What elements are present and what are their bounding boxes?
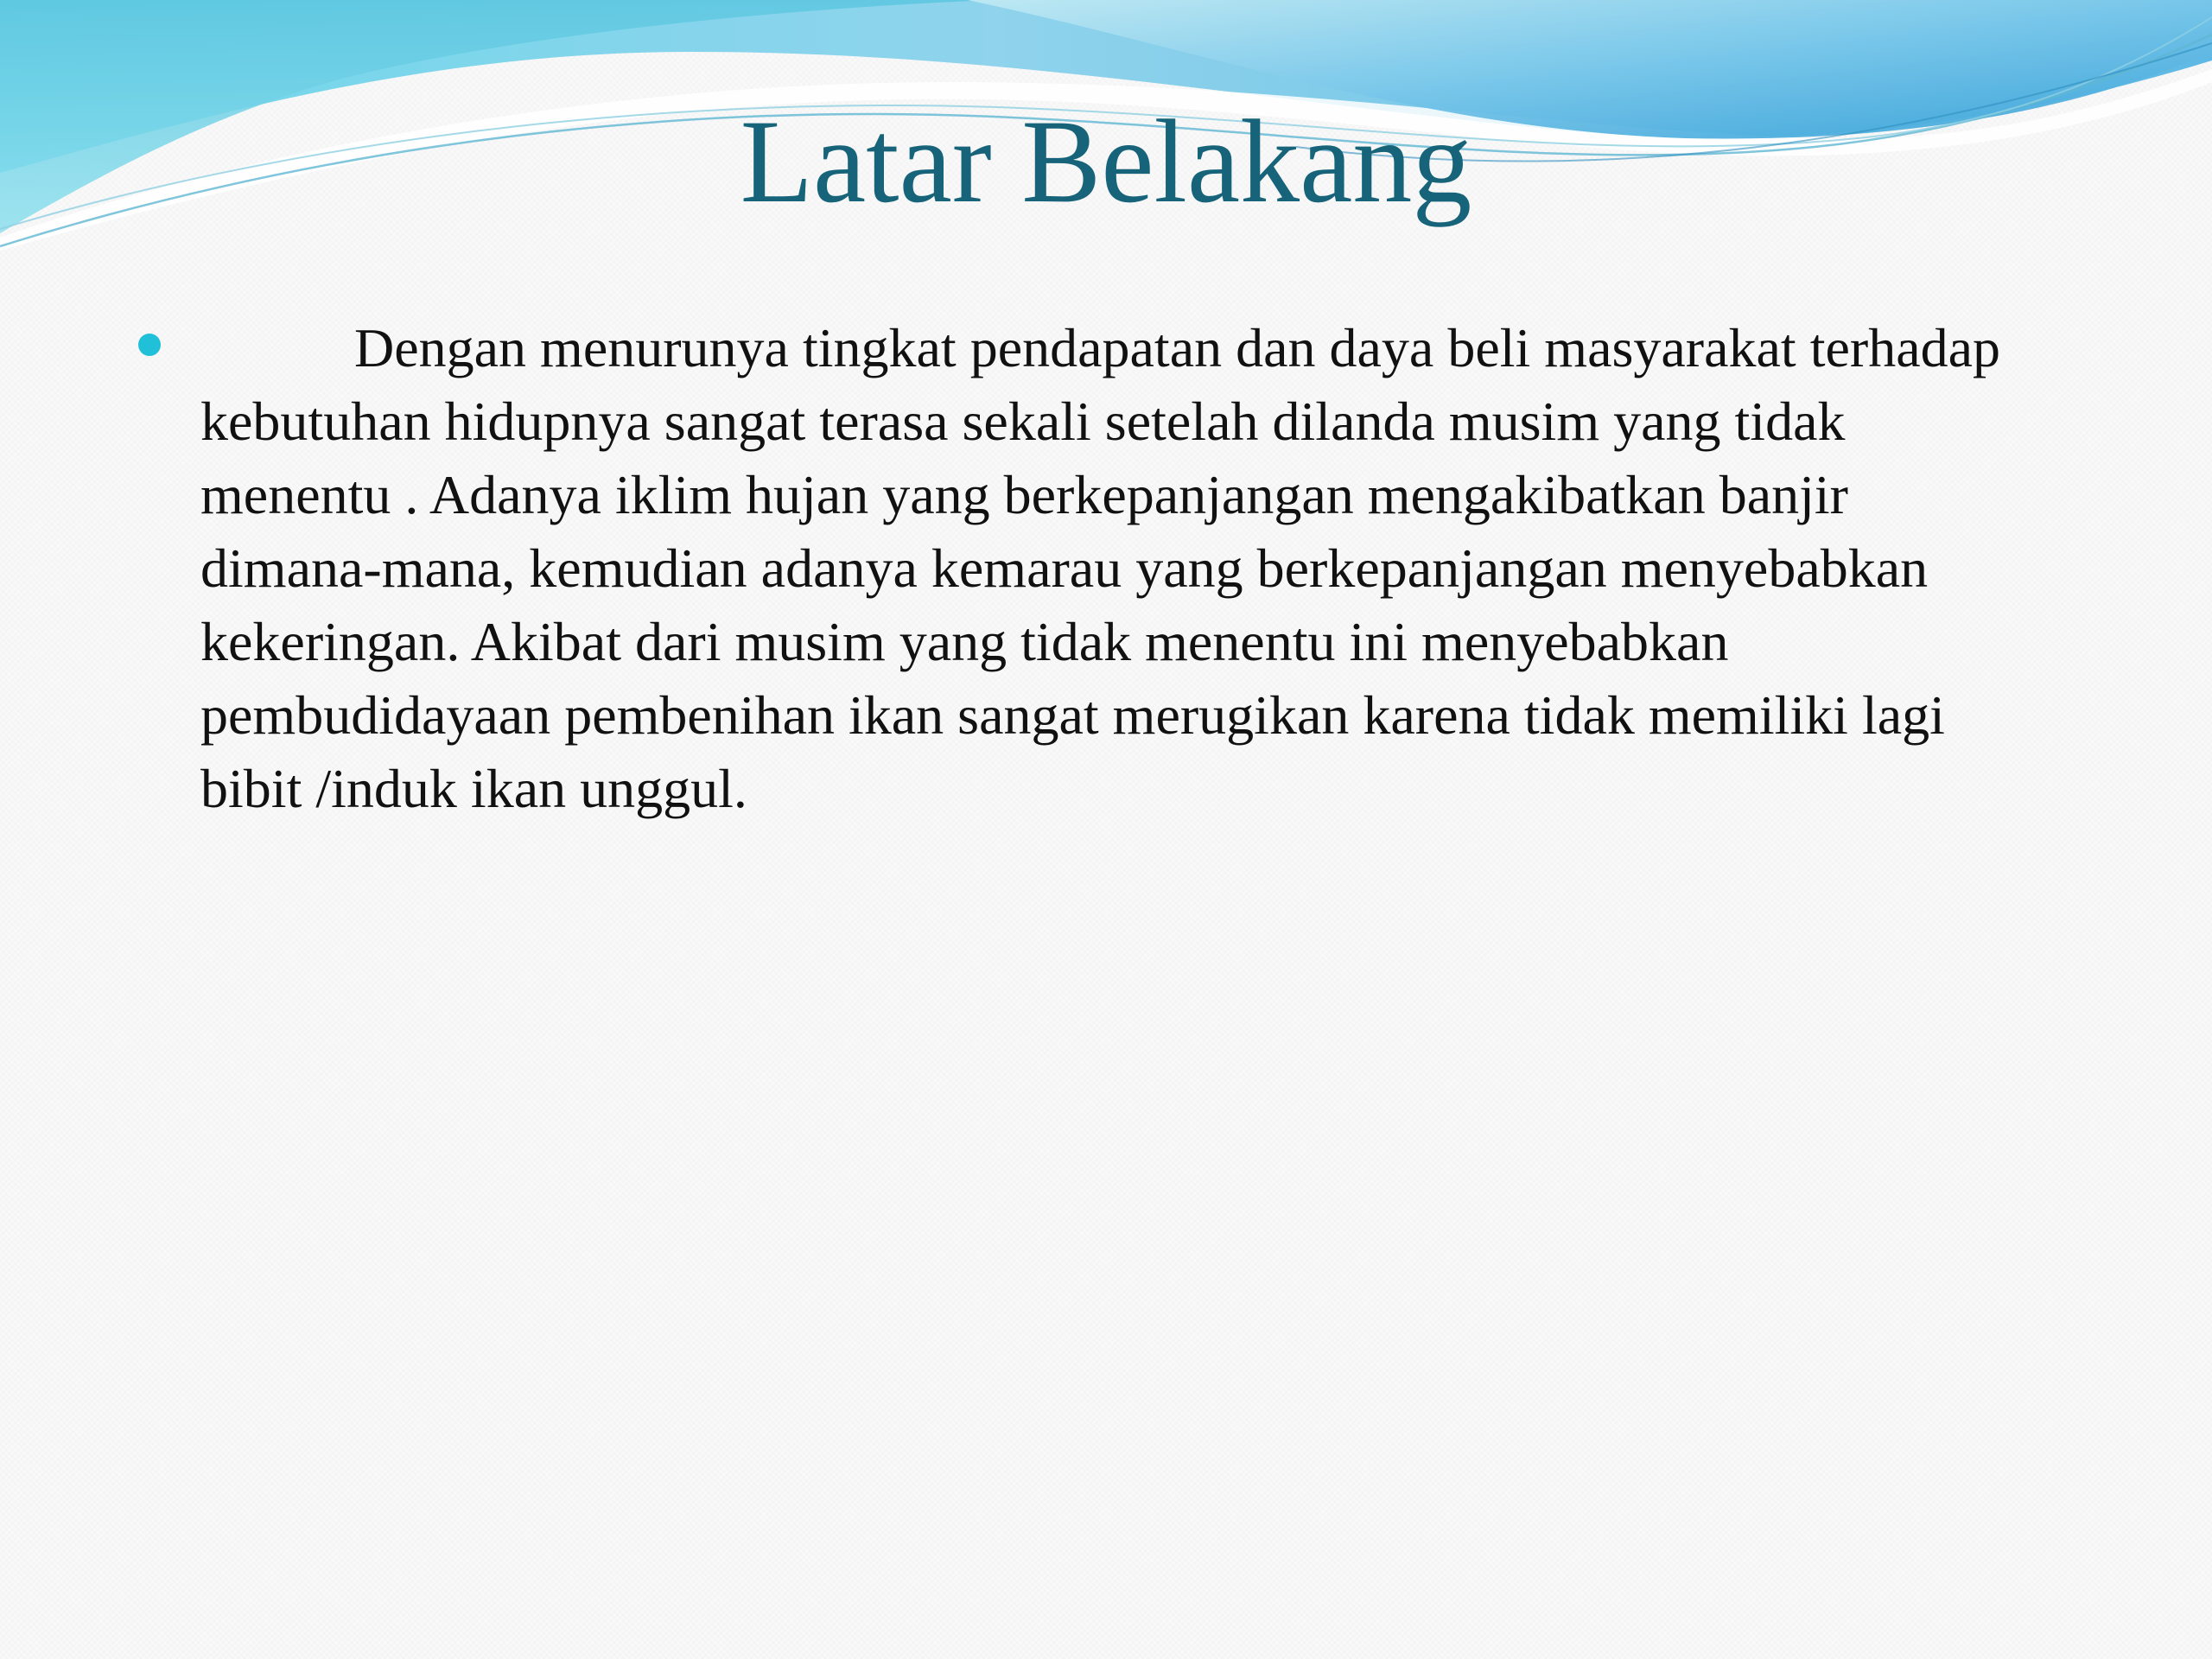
slide-title: Latar Belakang: [740, 95, 1472, 227]
bullet-icon: [138, 334, 161, 356]
bullet-paragraph: Dengan menurunya tingkat pendapatan dan daya beli masyarakat terhadap kebutuhan hidupnya sangat terasa sekali setelah dilanda musim yang tidak menentu . Adanya iklim hujan yang berkepanjangan mengakibatkan banjir dimana-mana, kemudian adanya kemarau yang berkepanjangan menyebabkan kekeringan. Akibat dari musim yang tidak menentu ini menyebabkan pembudidayaan pembenihan ikan sangat merugikan karena tidak memiliki lagi bibit /induk ikan unggul.: [200, 317, 2000, 819]
